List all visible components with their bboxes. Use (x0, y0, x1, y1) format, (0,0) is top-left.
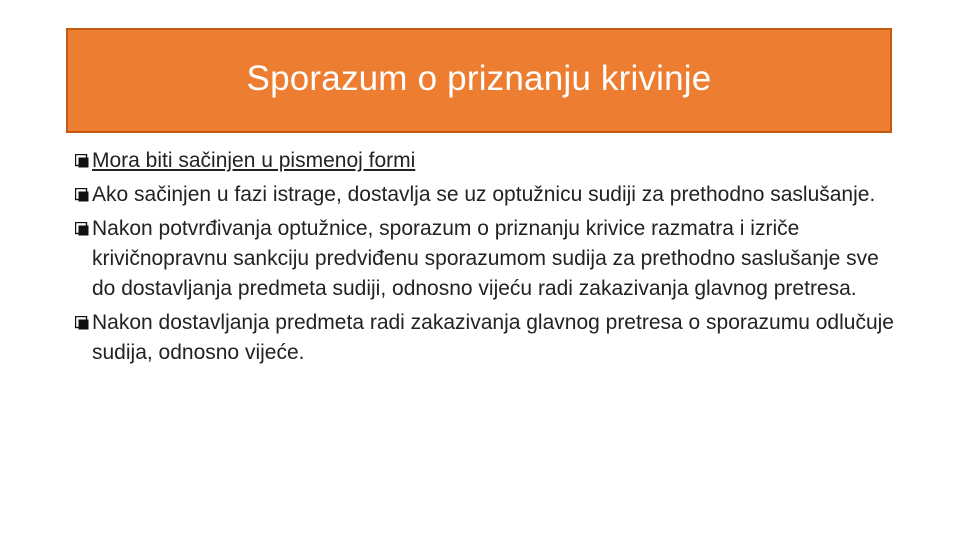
checkbox-square-bullet-icon (75, 154, 89, 168)
bullet-item-2 (74, 180, 904, 210)
bullet-text: Nakon potvrđivanja optužnice, sporazum o priznanju krivice razmatra i izriče krivičnopravnu sankciju predviđenu sporazumom sudija za prethodno saslušanje sve do dostavljanja predmeta sudiji, odnosno vijeću radi zakazivanja glavnog pretresa. (92, 217, 879, 300)
bullet-item-1 (74, 146, 904, 176)
title-banner (66, 28, 892, 133)
bullet-text: Ako sačinjen u fazi istrage, dostavlja se uz optužnicu sudiji za prethodno saslušanje. (92, 183, 876, 206)
bullet-item-4 (74, 308, 904, 368)
slide-title: Sporazum o priznanju krivinje (246, 58, 712, 98)
bullet-text: Nakon dostavljanja predmeta radi zakazivanja glavnog pretresa o sporazumu odlučuje sudija, odnosno vijeće. (92, 311, 894, 364)
bullet-text: Mora biti sačinjen u pismenoj formi (92, 149, 416, 172)
bullet-item-3 (74, 214, 904, 304)
checkbox-square-bullet-icon (75, 188, 89, 202)
checkbox-square-bullet-icon (75, 222, 89, 236)
bullet-list (74, 146, 904, 372)
checkbox-square-bullet-icon (75, 316, 89, 330)
